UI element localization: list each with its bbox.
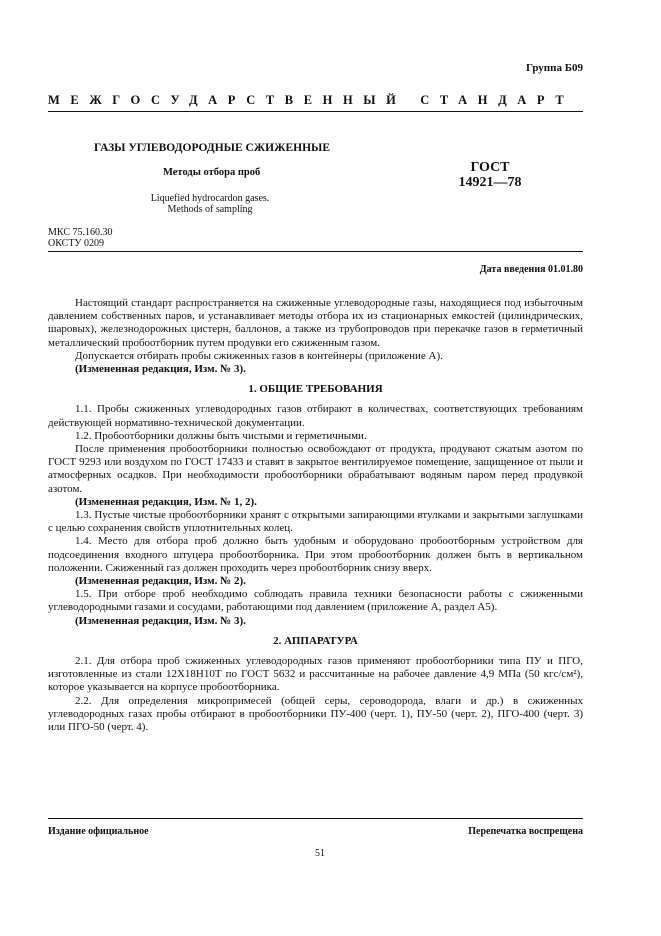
revision-note: (Измененная редакция, Изм. № 1, 2). (75, 495, 257, 508)
paragraph: 2.2. Для определения микропримесей (общей серы, сероводорода, влаги и др.) в сжиженных углеводородных газах пробы отбирают в пробоотборники ПУ-400 (черт. 1), ПУ-50 (черт. 2), ПГО-400 (черт. 3) или ПГО-50 (черт. 4). (48, 694, 583, 734)
page-number: 51 (315, 848, 325, 859)
english-title (120, 193, 300, 215)
paragraph: 1.1. Пробы сжиженных углеводородных газов отбирают в количествах, соответствующих требованиям действующей нормативно-технической документации. (48, 403, 583, 429)
document-body (48, 297, 583, 734)
gost-designation (440, 160, 540, 190)
revision-note: (Измененная редакция, Изм. № 2). (75, 575, 246, 588)
gost-label: ГОСТ (470, 160, 510, 175)
revision-note: (Измененная редакция, Изм. № 3). (75, 614, 246, 627)
paragraph: 1.4. Место для отбора проб должно быть удобным и оборудовано пробоотборным устройством для подсоединения входного штуцера пробоотборника. При этом пробоотборник должен быть в вертикальном положении. Сжиженный газ должен проходить через пробоотборник снизу вверх. (48, 535, 583, 574)
classification-codes (48, 227, 112, 249)
gost-number: 14921—78 (458, 175, 522, 190)
paragraph: После применения пробоотборники полностью освобождают от продукта, продувают сжатым азотом по ГОСТ 9293 или воздухом по ГОСТ 17433 и ставят в закрытое вентилируемое помещение, защищенное от пыли и атмосферных осадков. При необходимости пробоотборники обрабатывают водяным паром перед продувкой азотом. (48, 443, 583, 495)
footer-rule (48, 818, 583, 819)
standard-banner: МЕЖГОСУДАРСТВЕННЫЙ СТАНДАРТ (48, 93, 575, 107)
paragraph: Допускается отбирать пробы сжиженных газов в контейнеры (приложение А). (75, 349, 443, 362)
document-subtitle: Методы отбора проб (163, 167, 261, 178)
codes-rule (48, 251, 583, 252)
effective-date-label: Дата введения (479, 264, 548, 275)
okstu-code: ОКСТУ 0209 (48, 238, 105, 249)
official-edition-note: Издание официальное (48, 826, 149, 837)
document-title: ГАЗЫ УГЛЕВОДОРОДНЫЕ СЖИЖЕННЫЕ (94, 142, 331, 154)
classification-group: Группа Б09 (526, 62, 583, 74)
mks-code: МКС 75.160.30 (48, 227, 113, 238)
reprint-prohibited-note: Перепечатка воспрещена (468, 826, 583, 837)
english-title-line1: Liquefied hydrocardon gases. (150, 193, 270, 204)
paragraph: 1.3. Пустые чистые пробоотборники хранят с открытыми запирающими втулками и закрытыми заглушками с целью сохранения свойств уплотнительных колец. (48, 509, 583, 535)
effective-date (480, 264, 583, 275)
section-heading: 1. ОБЩИЕ ТРЕБОВАНИЯ (248, 383, 383, 396)
paragraph: 2.1. Для отбора проб сжиженных углеводородных газов применяют пробоотборники типа ПУ и ПГО, изготовленные из стали 12Х18Н10Т по ГОСТ 5632 и рассчитанные на рабочее давление 4,9 МПа (50 кгс/см²), которое указывается на корпусе пробоотборника. (48, 655, 583, 694)
header-rule (48, 111, 583, 112)
paragraph: 1.2. Пробоотборники должны быть чистыми и герметичными. (75, 429, 367, 442)
revision-note: (Измененная редакция, Изм. № 3). (75, 363, 246, 376)
paragraph: Настоящий стандарт распространяется на сжиженные углеводородные газы, находящиеся под избыточным давлением собственных паров, и устанавливает методы отбора их из стационарных емкостей (цилиндрических, шаровых), железнодорожных цистерн, баллонов, а также из трубопроводов при перекачке газов в герметичный металлический пробоотборник путем продувки его сжиженным газом. (48, 297, 583, 349)
section-heading: 2. АППАРАТУРА (273, 634, 358, 647)
paragraph: 1.5. При отборе проб необходимо соблюдать правила техники безопасности работы с сжиженными углеводородными газами и сосудами, работающими под давлением (приложение А, раздел А5). (48, 588, 583, 614)
effective-date-value: 01.01.80 (548, 264, 583, 275)
english-title-line2: Methods of sampling (167, 204, 253, 215)
